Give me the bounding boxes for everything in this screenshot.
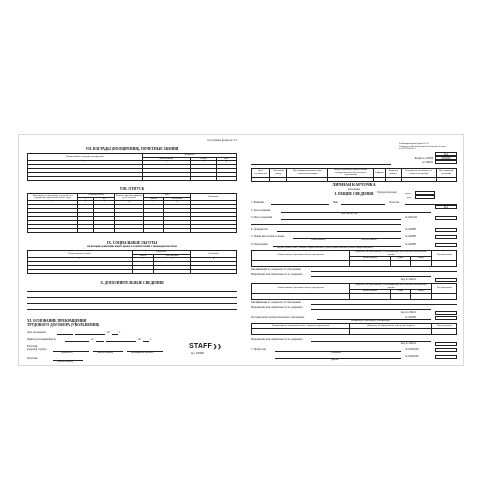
- dismissal-year-field[interactable]: [112, 334, 118, 335]
- benefits-num-2: 2: [132, 258, 154, 262]
- edu1-col-institution: Наименование образовательного учреждения: [252, 251, 350, 261]
- order-from-label: от: [91, 338, 94, 341]
- birthplace-label: 3. Место рождения: [251, 216, 273, 219]
- birthdate-label: 2. Дата рождения: [251, 209, 271, 212]
- order-label: Приказ (распоряжение) №: [27, 338, 57, 341]
- vacation-col-start: начала: [144, 197, 164, 201]
- language-hint-2: (степень знания): [361, 238, 377, 241]
- surname-field[interactable]: [271, 204, 329, 205]
- postgrad-label: Послевузовское профессиональное образование: [251, 316, 305, 319]
- profession-other-hint: (другая): [331, 358, 339, 361]
- awards-col-doc: Документ: [142, 154, 236, 158]
- dismissal-month-field[interactable]: [75, 334, 105, 335]
- section-8-title: VIII. ОТПУСК: [119, 187, 145, 191]
- okso-box-3[interactable]: [435, 342, 457, 346]
- vacation-col-to: по: [94, 197, 115, 201]
- surname-label: 1. Фамилия: [251, 201, 264, 204]
- hr-name-hint: (расшифровка подписи): [131, 352, 154, 354]
- employee-signature-hint: (личная подпись): [57, 361, 74, 363]
- okpo-box[interactable]: [435, 160, 457, 164]
- patronymic-label: Отчество: [389, 201, 400, 204]
- top-col-sex: Пол (мужской, женский): [436, 169, 456, 178]
- additional-info-line: [27, 303, 237, 304]
- top-col-tabnum: Табельный номер: [270, 169, 287, 178]
- organization-line[interactable]: [251, 164, 391, 165]
- vacation-num-7: 7: [191, 201, 237, 205]
- education-table-1: [251, 250, 457, 267]
- top-col-snils: Номер страхового свидетельства государственного пенсионного страхования: [328, 169, 373, 178]
- qualification-label-1: Квалификация по документу об образовании: [251, 268, 301, 271]
- edu1-sub-series: серия: [390, 257, 410, 261]
- vacation-table: [27, 193, 237, 233]
- education-table-2: [251, 283, 457, 300]
- okud-label: Форма по ОКУД: [414, 156, 433, 160]
- general-section-title: I. ОБЩИЕ СВЕДЕНИЯ: [334, 192, 374, 196]
- okato-box[interactable]: [435, 216, 457, 220]
- okato-label: по ОКАТО: [405, 216, 418, 219]
- okso-box-2[interactable]: [435, 311, 457, 315]
- qualification-field-2[interactable]: [311, 304, 457, 305]
- okpdtr-label-1: по ОКПДТР: [405, 348, 419, 351]
- vacation-col-basis: Основание: [191, 194, 237, 201]
- vacation-num-3: 3: [94, 201, 115, 205]
- order-year-prefix: 20: [138, 338, 141, 341]
- table-row: [28, 176, 237, 180]
- code-small-header: Код: [443, 206, 449, 209]
- vacation-num-6: 6: [163, 201, 190, 205]
- language-hint-1: (наименование): [311, 238, 326, 241]
- name-field[interactable]: [341, 204, 385, 205]
- okso-label-2: Код по ОКСО: [401, 311, 417, 314]
- language-label: 5. Знание иностранного языка: [251, 235, 285, 238]
- awards-table: [27, 153, 237, 181]
- code-header: Код: [443, 153, 449, 156]
- table-row[interactable]: [252, 293, 457, 299]
- section-9-subtitle: на которые работник имеет право в соответствии с законодательством: [87, 245, 177, 248]
- okin-box-1[interactable]: [435, 228, 457, 232]
- speciality-label-3: Направление или специальность по документу: [251, 338, 303, 341]
- citizenship-field[interactable]: [277, 231, 401, 232]
- okso-label-3: Код по ОКСО: [401, 342, 417, 345]
- section-11-title-2: ТРУДОВОГО ДОГОВОРА (УВОЛЬНЕНИЯ): [27, 323, 100, 327]
- edu2-col-doc: Документ об образовании, о квалификации или наличии специальных знаний: [350, 284, 432, 290]
- contract-number-box[interactable]: [415, 191, 435, 195]
- section-11-title-1: XI. ОСНОВАНИЕ ПРЕКРАЩЕНИЯ: [27, 319, 87, 323]
- order-month-field[interactable]: [106, 341, 136, 342]
- awards-col-docname: наименование: [142, 157, 190, 161]
- top-col-character: Характер работы: [385, 169, 401, 178]
- benefits-num-4: 4: [191, 258, 237, 262]
- order-year-field[interactable]: [143, 341, 149, 342]
- awards-num-2: 2: [142, 161, 190, 165]
- okin-box-4[interactable]: [435, 316, 457, 320]
- benefits-num-3: 3: [154, 258, 191, 262]
- okin-label-4: по ОКИН: [405, 316, 416, 319]
- speciality-label-2: Направление или специальность по документу: [251, 306, 303, 309]
- benefits-num-1: 1: [28, 258, 133, 262]
- okin-label-1: по ОКИН: [405, 228, 416, 231]
- approval-note: Унифицированная форма № Т-2 Утверждена Постановлением Госкомстата России от 05.01.2004 № 1: [399, 143, 446, 151]
- edu2-col-institution: Наименование образовательного учреждения: [252, 284, 350, 294]
- table-row[interactable]: [252, 260, 457, 266]
- benefits-table: [27, 250, 237, 274]
- vacation-num-2: 2: [78, 201, 94, 205]
- code-box-small: [435, 205, 457, 209]
- contract-number-label: номер: [405, 193, 411, 195]
- birthplace-field-2[interactable]: [251, 224, 401, 225]
- vacation-col-period: Период работы: [78, 194, 115, 198]
- okso-box-1[interactable]: [435, 278, 457, 282]
- table-row: [28, 228, 237, 232]
- staff-logo-mark-icon: ❯❯: [213, 344, 222, 350]
- citizenship-label: 4. Гражданство: [251, 228, 268, 231]
- section-7-title: VII. НАГРАДЫ (ПООЩРЕНИЯ), ПОЧЕТНЫЕ ЗВАНИЯ: [85, 147, 179, 151]
- edu1-sub-number: номер: [411, 257, 432, 261]
- okpdtr-box-1[interactable]: [435, 348, 457, 352]
- speciality-field-2[interactable]: [311, 309, 431, 310]
- top-col-inn: Идентификационный номер налогоплательщика: [287, 169, 328, 178]
- top-col-type: Вид работы (основная, по совместительству): [401, 169, 436, 178]
- order-year-suffix: г.: [150, 338, 152, 341]
- education-hint: (среднее (полное) общее, начальное профессиональное, среднее профессиональное, высшее профессиональное): [277, 246, 373, 249]
- staff-logo-text: STAFF: [189, 343, 213, 350]
- okin-label-2: по ОКИН: [405, 235, 416, 238]
- speciality-label-1: Направление или специальность по документу: [251, 273, 303, 276]
- speciality-field-1[interactable]: [311, 276, 431, 277]
- order-number-field[interactable]: [65, 341, 89, 342]
- vacation-num-5: 5: [144, 201, 164, 205]
- hr-worker-label-2: кадровой службы: [27, 348, 47, 351]
- awards-col-date: дата: [216, 157, 236, 161]
- table-row: [28, 269, 237, 273]
- pg-col-institution: Наименование образовательного, научного учреждения: [252, 324, 350, 329]
- awards-num-3: 3: [191, 161, 216, 165]
- card-title: ЛИЧНАЯ КАРТОЧКА: [332, 182, 376, 187]
- benefits-col-doc: Документ: [132, 251, 191, 255]
- additional-info-line: [27, 297, 237, 298]
- order-day-field[interactable]: [96, 341, 104, 342]
- benefits-col-number: номер: [132, 254, 154, 258]
- benefits-col-basis: Основание: [191, 251, 237, 258]
- dismissal-day-field[interactable]: [57, 334, 73, 335]
- postgrad-hint: (аспирантура, адъюнктура, докторантура): [351, 319, 390, 322]
- vacation-num-4: 4: [115, 201, 144, 205]
- edu2-sub-series: серия: [390, 290, 410, 294]
- vacation-num-1: 1: [28, 201, 78, 205]
- awards-col-number: номер: [191, 157, 216, 161]
- card-top-table: [251, 168, 457, 182]
- edu1-sub-name: наименование: [350, 257, 390, 261]
- contract-date-label: дата: [407, 196, 411, 199]
- benefits-col-date: дата выдачи: [154, 254, 191, 258]
- pg-col-year: Год окончания: [432, 324, 457, 329]
- postgrad-table: [251, 323, 457, 335]
- profession-main-hint: (основная): [331, 351, 342, 354]
- right-page: [251, 135, 457, 365]
- edu1-col-year: Год окончания: [432, 251, 457, 261]
- okso-label-1: Код по ОКСО: [401, 278, 417, 281]
- table-row[interactable]: [252, 177, 457, 181]
- dismissal-year-prefix: 20: [107, 331, 110, 334]
- birthplace-field[interactable]: [281, 219, 401, 220]
- section-9-title: IX. СОЦИАЛЬНЫЕ ЛЬГОТЫ: [106, 241, 157, 245]
- okpdtr-label-2: по ОКПДТР: [405, 355, 419, 358]
- page-number-note: 4-я страница формы № Т-2: [207, 139, 237, 142]
- okpo-label: по ОКПО: [422, 160, 433, 164]
- edu2-sub-name: наименование: [350, 290, 390, 294]
- okin-box-2[interactable]: [435, 235, 457, 239]
- staff-article-code: арт. 130265: [191, 352, 204, 355]
- pg-col-doc: Документ об образовании, номер, дата выдачи: [350, 324, 432, 329]
- education-label: 6. Образование: [251, 243, 268, 246]
- contract-date-box[interactable]: [415, 195, 435, 199]
- hr-signature-hint: (личная подпись): [97, 352, 114, 354]
- edu2-col-year: Год окончания: [432, 284, 457, 294]
- additional-info-line: [27, 309, 237, 310]
- vacation-col-days: Количество календарных дней отпуска: [116, 193, 143, 200]
- okin-box-3[interactable]: [435, 243, 457, 247]
- okin-label-3: по ОКИН: [405, 243, 416, 246]
- hr-worker-label-1: Работник: [27, 345, 38, 348]
- card-subtitle: работника: [347, 188, 361, 191]
- language-field[interactable]: [293, 238, 401, 239]
- employee-label: Работник: [27, 357, 38, 360]
- vacation-col-end: окончания: [163, 197, 190, 201]
- additional-info-line: [27, 291, 237, 292]
- table-row[interactable]: [252, 329, 457, 335]
- left-page: [27, 135, 237, 365]
- awards-num-1: 1: [28, 161, 143, 165]
- dismissal-date-label: Дата увольнения: [27, 331, 46, 334]
- name-label: Имя: [333, 201, 338, 204]
- qualification-field-1[interactable]: [311, 271, 457, 272]
- top-col-alphabet: Алфавит: [373, 169, 385, 178]
- contract-label: Трудовой договор: [377, 191, 397, 194]
- section-10-title: X. ДОПОЛНИТЕЛЬНЫЕ СВЕДЕНИЯ: [100, 281, 164, 285]
- benefits-col-name: Наименование льготы: [28, 251, 133, 258]
- vacation-col-type: Вид отпуска (ежегодный, учебный, без сохранения заработной платы и др.): [28, 194, 78, 201]
- okud-value: 0301002: [441, 157, 451, 160]
- profession-label: 7. Профессия: [251, 348, 266, 351]
- edu1-col-doc: Документ об образовании, о квалификации или наличии специальных знаний: [350, 251, 432, 257]
- hr-position-hint: (должность): [61, 352, 73, 354]
- top-col-date: Дата составления: [252, 169, 270, 178]
- awards-num-4: 4: [216, 161, 236, 165]
- staff-logo: [189, 343, 222, 350]
- awards-col-name: Наименование награды (поощрения): [28, 154, 143, 161]
- vacation-col-dates: Дата: [144, 194, 191, 198]
- edu2-sub-number: номер: [411, 290, 432, 294]
- okpdtr-box-2[interactable]: [435, 355, 457, 359]
- dismissal-year-suffix: г.: [119, 331, 121, 334]
- form-sheet: [18, 134, 464, 366]
- qualification-label-2: Квалификация по документу об образовании: [251, 301, 301, 304]
- birthdate-hint: (день, месяц, год): [341, 212, 358, 215]
- vacation-col-from: с: [78, 197, 94, 201]
